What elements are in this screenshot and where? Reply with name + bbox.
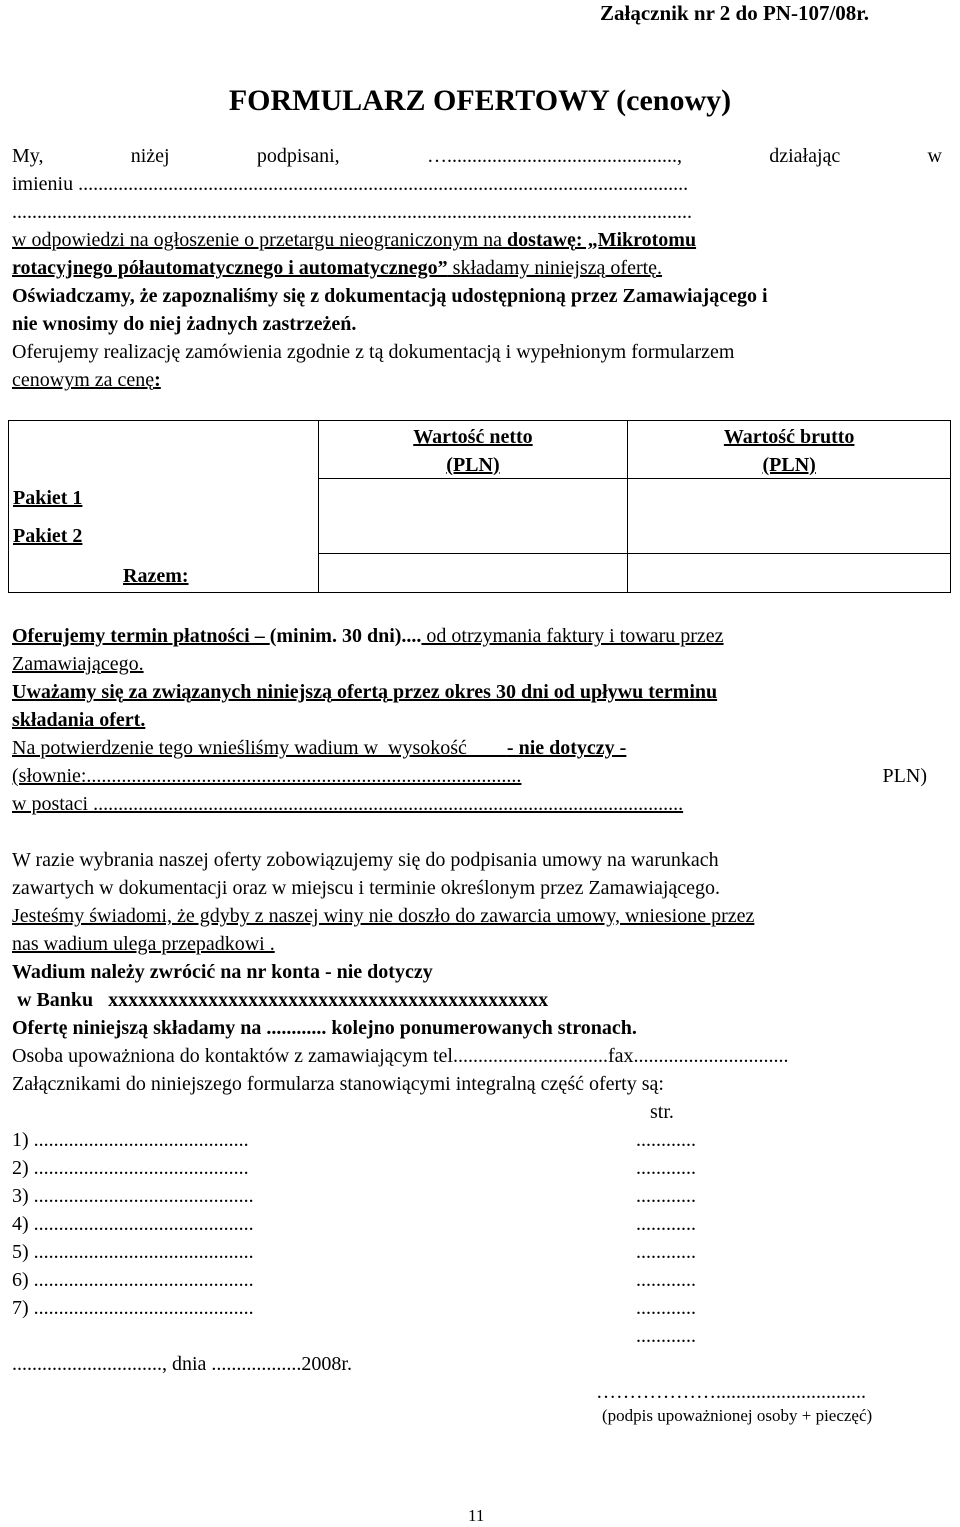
- intro-subject: rotacyjnego półautomatycznego i automatycznego”: [12, 257, 448, 279]
- payment-text: od otrzymania faktury i towaru przez: [421, 625, 724, 647]
- intro-line-3: ........................................................................................................................................: [12, 201, 692, 223]
- intro-word: podpisani,: [256, 145, 340, 167]
- intro-word: w: [927, 145, 942, 167]
- attachment-row: [12, 1324, 712, 1348]
- intro-word: działając: [769, 145, 841, 167]
- obligation-line-2: zawartych w dokumentacji oraz w miejscu i terminie określonym przez Zamawiającego.: [12, 877, 721, 899]
- contact-person: Osoba upoważniona do kontaktów z zamawiającym tel...............................fax...............................: [12, 1045, 789, 1067]
- attachment-page: ............: [636, 1297, 696, 1319]
- netto-header-line-2: (PLN): [446, 454, 500, 476]
- price-table: [8, 420, 951, 593]
- intro-line-5: [12, 256, 662, 280]
- brutto-value-cell[interactable]: [628, 479, 950, 554]
- brutto-header-line-1: Wartość brutto: [723, 426, 855, 448]
- signature-dots: ………………..............................: [596, 1381, 866, 1403]
- attachment-page: ............: [636, 1185, 696, 1207]
- brutto-total-cell[interactable]: [628, 554, 950, 592]
- brutto-column: [628, 421, 951, 593]
- payment-label: Oferujemy termin płatności –: [12, 625, 270, 647]
- deposit-line-1: [12, 736, 626, 760]
- intro-line-4: [12, 228, 696, 252]
- attachment-item: 2) ...........................................: [12, 1157, 249, 1179]
- offer-line-2: [12, 368, 161, 392]
- table-label-cell: [9, 421, 319, 593]
- intro-word: niżej: [130, 145, 170, 167]
- declaration-line-2: nie wnosimy do niej żadnych zastrzeżeń.: [12, 313, 357, 335]
- offer-colon: :: [154, 369, 161, 391]
- attachment-item: 1) ...........................................: [12, 1129, 249, 1151]
- attachment-item: 7) ............................................: [12, 1297, 254, 1319]
- payment-line-1: [12, 624, 724, 648]
- page-number: 11: [468, 1506, 485, 1525]
- attachment-row: [12, 1268, 712, 1292]
- document-title: FORMULARZ OFERTOWY (cenowy): [228, 84, 732, 117]
- deposit-line-2: [12, 764, 927, 788]
- deposit-text: Na potwierdzenie tego wnieśliśmy wadium w wysokość: [12, 737, 507, 759]
- intro-line-1: [12, 144, 942, 168]
- netto-header-line-1: Wartość netto: [413, 426, 533, 448]
- attachment-row: [12, 1156, 712, 1180]
- brutto-header-cell: [628, 421, 950, 479]
- payment-minimum: (minim. 30 dni)....: [269, 625, 422, 647]
- attachment-page: ............: [636, 1269, 696, 1291]
- deposit-not-applicable: - nie dotyczy -: [506, 737, 627, 759]
- obligation-line-3: Jesteśmy świadomi, że gdyby z naszej winy nie doszło do zawarcia umowy, wniesione przez: [12, 905, 755, 927]
- intro-word: My,: [12, 145, 44, 167]
- attachment-row: [12, 1184, 712, 1208]
- account-line-1: Wadium należy zwrócić na nr konta - nie dotyczy: [12, 961, 433, 983]
- attachment-page: ............: [636, 1213, 696, 1235]
- attachment-row: [12, 1128, 712, 1152]
- attachment-page: ............: [636, 1325, 696, 1347]
- obligation-line-1: W razie wybrania naszej oferty zobowiązujemy się do podpisania umowy na warunkach: [12, 849, 719, 871]
- intro-text: w odpowiedzi na ogłoszenie o przetargu nieograniczonym na: [12, 229, 508, 251]
- row-label-pakiet-1: Pakiet 1: [13, 487, 83, 509]
- payment-line-2: Zamawiającego.: [12, 653, 144, 675]
- attachment-item: 6) ............................................: [12, 1269, 254, 1291]
- row-label-total: Razem:: [123, 565, 189, 587]
- intro-text: składamy niniejszą ofertę.: [447, 257, 663, 279]
- attachment-row: [12, 1212, 712, 1236]
- attachment-row: [12, 1240, 712, 1264]
- netto-total-cell[interactable]: [319, 554, 628, 592]
- offer-line-1: Oferujemy realizację zamówienia zgodnie z tą dokumentacją i wypełnionym formularzem: [12, 341, 735, 363]
- deposit-words: (słownie:.......................................................................................: [12, 765, 522, 787]
- netto-value-cell[interactable]: [319, 479, 628, 554]
- attachments-page-header: str.: [650, 1101, 674, 1123]
- validity-line-2: składania ofert.: [12, 709, 146, 731]
- place-date: .............................., dnia ..................2008r.: [12, 1353, 352, 1375]
- signature-label: (podpis upoważnionej osoby + pieczęć): [602, 1406, 873, 1425]
- brutto-header-line-2: (PLN): [762, 454, 816, 476]
- attachment-page: ............: [636, 1157, 696, 1179]
- intro-subject: dostawę: „Mikrotomu: [507, 229, 697, 251]
- attachments-intro: Załącznikami do niniejszego formularza stanowiącymi integralną część oferty są:: [12, 1073, 664, 1095]
- validity-line-1: Uważamy się za związanych niniejszą ofertą przez okres 30 dni od upływu terminu: [12, 681, 718, 703]
- deposit-line-3: w postaci ......................................................................................................................: [12, 793, 684, 815]
- obligation-line-4: nas wadium ulega przepadkowi .: [12, 933, 275, 955]
- row-label-pakiet-2: Pakiet 2: [13, 525, 83, 547]
- attachment-page: ............: [636, 1241, 696, 1263]
- attachment-item: 5) ............................................: [12, 1241, 254, 1263]
- attachment-item: 3) ............................................: [12, 1185, 254, 1207]
- attachment-reference: Załącznik nr 2 do PN-107/08r.: [600, 1, 869, 25]
- offer-text: cenowym za cenę: [12, 369, 155, 391]
- declaration-line-1: Oświadczamy, że zapoznaliśmy się z dokumentacją udostępnioną przez Zamawiającego i: [12, 285, 768, 307]
- netto-header-cell: [319, 421, 628, 479]
- pages-statement: Ofertę niniejszą składamy na ............ kolejno ponumerowanych stronach.: [12, 1017, 637, 1039]
- netto-column: [318, 421, 628, 593]
- intro-line-2: imieniu ..........................................................................................................................: [12, 173, 689, 195]
- attachment-page: ............: [636, 1129, 696, 1151]
- attachment-row: [12, 1296, 712, 1320]
- deposit-currency: PLN): [882, 765, 927, 787]
- attachment-item: 4) ............................................: [12, 1213, 254, 1235]
- account-line-2: w Banku xxxxxxxxxxxxxxxxxxxxxxxxxxxxxxxxxxxxxxxxxxxx: [12, 989, 549, 1011]
- intro-fill-dots: …..............................................,: [426, 145, 682, 167]
